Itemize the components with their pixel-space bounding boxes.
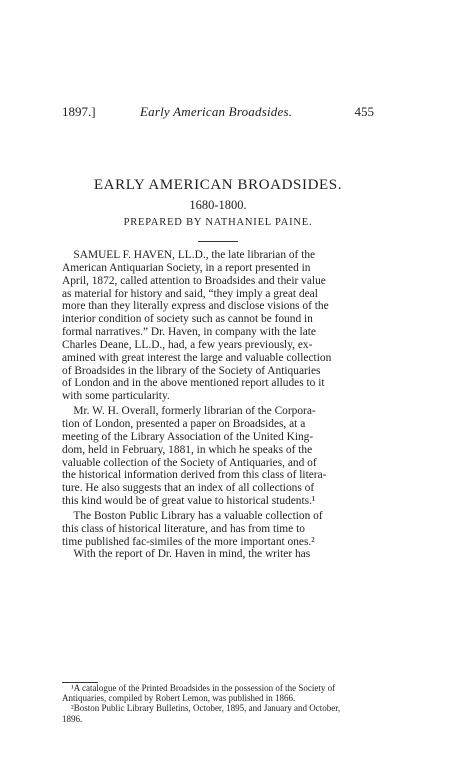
- text-line: SAMUEL F. HAVEN, LL.D., the late librarian of the: [62, 249, 316, 261]
- text-line: as material for history and said, “they imply a great deal: [62, 287, 318, 300]
- running-head: [62, 104, 374, 120]
- text-line: formal narratives.” Dr. Haven, in company with the late: [62, 326, 316, 339]
- footnote-line: 1896.: [62, 713, 83, 724]
- text-line: more than they literally express and disclose visions of the: [62, 300, 329, 313]
- text-line: time published fac-similes of the more important ones.²: [62, 535, 315, 548]
- article-byline: PREPARED BY NATHANIEL PAINE.: [123, 217, 313, 228]
- text-line: With the report of Dr. Haven in mind, the writer has: [62, 548, 311, 561]
- text-line: interior condition of society such as cannot be found in: [62, 313, 313, 326]
- text-line: valuable collection of the Society of Antiquaries, and of: [62, 456, 317, 469]
- text-line: of Broadsides in the library of the Society of Antiquaries: [62, 364, 321, 377]
- article-title: EARLY AMERICAN BROADSIDES.: [93, 177, 343, 193]
- text-line: this class of historical literature, and has from time to: [62, 522, 305, 535]
- text-line: with some particularity.: [62, 390, 170, 403]
- text-line: of London and in the above mentioned report alludes to it: [62, 377, 325, 390]
- page-number: 455: [354, 104, 374, 119]
- title-divider: [198, 241, 238, 242]
- text-line: Charles Deane, LL.D., had, a few years previously, ex-: [62, 338, 313, 351]
- text-line: meeting of the Library Association of the United King-: [62, 430, 314, 443]
- text-line: this kind would be of great value to historical students.¹: [62, 495, 316, 508]
- text-line: The Boston Public Library has a valuable collection of: [62, 509, 323, 522]
- text-line: April, 1872, called attention to Broadsides and their value: [62, 274, 326, 287]
- running-head-year: 1897.]: [62, 104, 96, 119]
- footnote-line: Antiquaries, compiled by Robert Lemon, was published in 1866.: [62, 693, 296, 704]
- text-line: ture. He also suggests that an index of all collections of: [62, 482, 315, 495]
- article-dates: 1680-1800.: [189, 198, 247, 212]
- running-head-title: Early American Broadsides.: [140, 104, 293, 119]
- text-line: the historical information derived from this class of litera-: [62, 469, 327, 482]
- text-line: amined with great interest the large and valuable collection: [62, 351, 332, 364]
- text-line: Mr. W. H. Overall, formerly librarian of the Corpora-: [62, 405, 316, 418]
- text-line: tion of London, presented a paper on Broadsides, at a: [62, 417, 306, 430]
- text-line: dom, held in February, 1881, in which he speaks of the: [62, 443, 313, 456]
- text-line: American Antiquarian Society, in a report presented in: [62, 261, 311, 274]
- body-text: [62, 249, 378, 561]
- footnotes: [62, 683, 378, 724]
- footnote-line: ¹A catalogue of the Printed Broadsides in the possession of the Society of: [62, 683, 336, 693]
- footnote-line: ²Boston Public Library Bulletins, October, 1895, and January and October,: [62, 703, 341, 714]
